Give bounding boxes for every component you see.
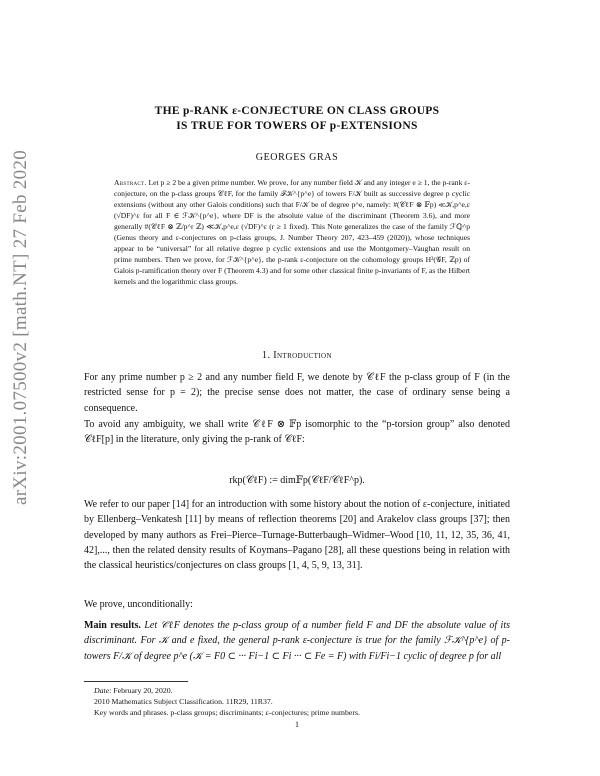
footnote-rule bbox=[84, 681, 188, 682]
paragraph-2: To avoid any ambiguity, we shall write 𝒞ℓF ⊗ 𝔽p isomorphic to the “p-torsion group” also denoted 𝒞ℓF[p] in the literature, only giving the p-rank of 𝒞ℓF: bbox=[84, 419, 510, 446]
footnote-keywords: Key words and phrases. p-class groups; discriminants; ε-conjectures; prime numbers. bbox=[94, 708, 360, 717]
title-line-2: IS TRUE FOR TOWERS OF p-EXTENSIONS bbox=[176, 120, 418, 132]
main-results-text: Let 𝒞ℓF denotes the p-class group of a number field F and DF the absolute value of its discriminant. For 𝒦 and e fixed, the general p-rank ε-conjecture is true for the family ℱ𝒦^{p^e} of p-towers F/𝒦 of degree p^e (𝒦 = F0 ⊂ ··· Fi−1 ⊂ Fi ··· ⊂ Fe = F) with Fi/Fi−1 cyclic of degree p for all bbox=[84, 620, 511, 662]
abstract-text: Let p ≥ 2 be a given prime number. We prove, for any number field 𝒦 and any integer e ≥ 1, the p-rank ε-conjecture, on the p-class groups 𝒞ℓF, for the family ℱ𝒦^{p^e} of towers F/𝒦 built as successive degree p cyclic extensions (without any other Galois conditions) such that F/𝒦 be of degree p^e, namely: #(𝒞ℓF ⊗ 𝔽p) ≪𝒦,p^e,ε (√DF)^ε for all F ∈ ℱ𝒦^{p^e}, where DF is the absolute value of the discriminant (Theorem 3.6), and more generally #(𝒞ℓF ⊗ ℤ/p^r ℤ) ≪𝒦,p^e,ε (√DF)^ε (r ≥ 1 fixed). This Note generalizes the case of the family ℱℚ^p (Genus theory and ε-conjectures on p-class groups, J. Number Theory 207, 423–459 (2020)), whose techniques appear to be “universal” for all relative degree p cyclic extensions and use the Montgomery–Vaughan result on prime numbers. Then we prove, for ℱ𝒦^{p^e}, the p-rank ε-conjecture on the cohomology groups H²(𝒢F, ℤp) of Galois p-ramification theory over F (Theorem 4.3) and for some other classical finite p-invariants of F, as the Hilbert kernels and the logarithmic class groups. bbox=[114, 178, 471, 287]
footnote-msc: 2010 Mathematics Subject Classification. 11R29, 11R37. bbox=[94, 697, 273, 706]
section-heading-introduction: 1. Introduction bbox=[262, 350, 332, 361]
footnote-date-value: : February 20, 2020. bbox=[109, 686, 173, 695]
footnote-date-label: Date bbox=[94, 686, 110, 695]
abstract-label: Abstract. bbox=[114, 178, 147, 187]
arxiv-identifier: arXiv:2001.07500v2 [math.NT] 27 Feb 2020 bbox=[10, 149, 31, 505]
paragraph-1: For any prime number p ≥ 2 and any number field F, we denote by 𝒞ℓF the p-class group of F (in the restricted sense for p = 2); the precise sense does not matter, the case of ordinary sense being a consequence. bbox=[84, 372, 510, 414]
author-name: GEORGES GRAS bbox=[255, 152, 339, 163]
page-number: 1 bbox=[295, 720, 299, 729]
footnote-date bbox=[94, 685, 514, 696]
main-results bbox=[84, 618, 510, 664]
main-results-label: Main results. bbox=[84, 620, 141, 631]
title-line-1: THE p-RANK ε-CONJECTURE ON CLASS GROUPS bbox=[154, 105, 440, 117]
abstract bbox=[114, 177, 470, 287]
display-equation: rkp(𝒞ℓF) := dim𝔽p(𝒞ℓF/𝒞ℓF^p). bbox=[229, 475, 365, 486]
paragraph-4: We prove, unconditionally: bbox=[84, 599, 193, 610]
paragraph-3: We refer to our paper [14] for an introduction with some history about the notion of ε-conjecture, initiated by Ellenberg–Venkatesh [11] by means of reflection theorems [20] and Arakelov class groups [37]; then developed by many authors as Frei–Pierce–Turnage-Butterbaugh–Widmer–Wood [10, 11, 12, 35, 36, 41, 42],..., then the related density results of Koymans–Pagano [28], all these questions being in relation with the classical heuristics/conjectures on class groups [1, 4, 5, 9, 13, 31]. bbox=[84, 499, 510, 572]
paper-title bbox=[84, 104, 510, 134]
